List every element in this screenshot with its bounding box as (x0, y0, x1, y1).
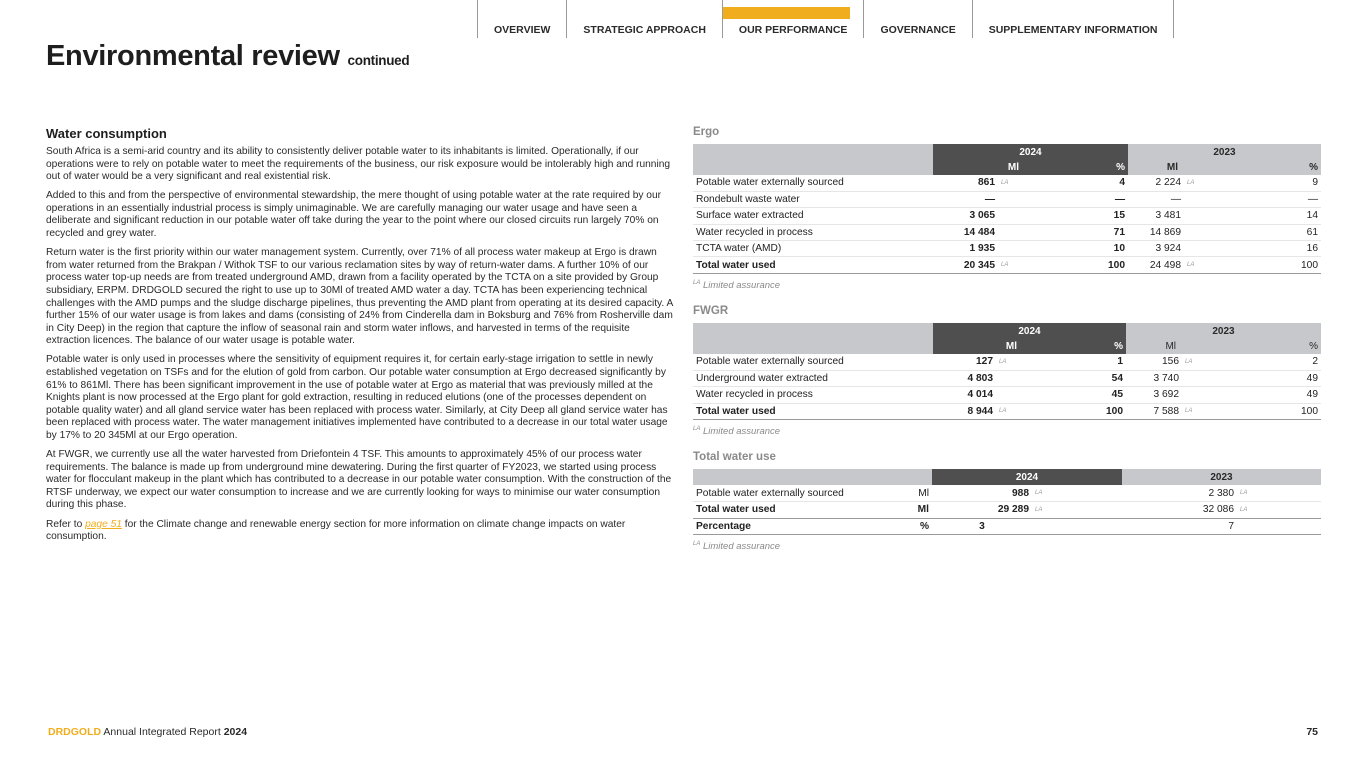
value-2023: — (1128, 191, 1184, 207)
page-title-text: Environmental review (46, 40, 340, 72)
table-subheader-row (693, 339, 1321, 354)
value-2023: 2 380 (1122, 485, 1237, 501)
la-mark: LA (693, 279, 701, 286)
total-row (693, 403, 1321, 419)
unit-header: Ml (933, 339, 1020, 354)
percent-2023: 16 (1208, 241, 1321, 257)
page-51-link[interactable]: page 51 (85, 518, 122, 530)
la-note-text: Limited assurance (702, 280, 781, 291)
percent-2023: 100 (1206, 403, 1321, 419)
row-label: Water recycled in process (693, 387, 933, 403)
row-label: Total water used (693, 502, 898, 518)
table-row (693, 518, 1321, 534)
value-2024: 14 484 (933, 224, 998, 240)
year-2023-header: 2023 (1122, 469, 1321, 485)
value-2023: 32 086 (1122, 502, 1237, 518)
nav-tab-label: STRATEGIC APPROACH (583, 24, 706, 36)
percent-2024: 10 (1022, 241, 1128, 257)
value-2023: 3 481 (1128, 208, 1184, 224)
table-row (693, 485, 1321, 501)
value-2023: 7 588 (1126, 403, 1182, 419)
value-2024: — (933, 191, 998, 207)
value-2024: 4 014 (933, 387, 996, 403)
percent-2023: 49 (1206, 387, 1321, 403)
la-mark: LA (1182, 403, 1206, 419)
paragraph-6 (46, 519, 676, 544)
row-label: Rondebult waste water (693, 191, 933, 207)
la-mark: LA (1182, 354, 1206, 370)
paragraph-4: Potable water is only used in processes where the sensitivity of equipment requires it, for certain early-stage irrigation to settle in newly established vegetation on TSFs and for the elution of gold from carbon. Our potable water consumption at Ergo decreased significantly by 61% to 861Ml. There has been significant improvement in the use of potable water at Ergo as material that was previously milled at the Knights plant is now processed at the Ergo plant for gold extraction, resulting in reduced elutions (one of the processes dependent on potable quality water) and all gland service water has been replaced with process water. Similarly, at City Deep all gland service water has been replaced with process water. The water management initiatives implemented have contributed to a decrease in our total water usage by 17% to 20 345Ml at our Ergo operation. (46, 354, 668, 441)
la-mark: LA (998, 175, 1022, 191)
footer-report-title (48, 726, 247, 738)
row-unit: % (898, 518, 932, 534)
limited-assurance-note (693, 280, 1321, 291)
la-mark: LA (1184, 175, 1208, 191)
la-mark: LA (998, 257, 1022, 273)
unit-header: Ml (933, 160, 1022, 175)
page-title (46, 40, 409, 73)
value-2023: 3 924 (1128, 241, 1184, 257)
ergo-title: Ergo (693, 126, 720, 138)
la-mark: LA (1184, 257, 1208, 273)
value-2023: 2 224 (1128, 175, 1184, 191)
la-note-text: Limited assurance (702, 541, 781, 553)
nav-tab-label: OVERVIEW (494, 24, 551, 36)
la-mark: LA (1237, 502, 1321, 518)
total-water-use-title: Total water use (693, 451, 776, 464)
row-label: Potable water externally sourced (693, 485, 898, 501)
value-2023: 7 (1122, 518, 1237, 534)
section-heading: Water consumption (46, 126, 167, 141)
row-label: Percentage (693, 518, 898, 534)
table-header-row (693, 469, 1321, 485)
la-mark: LA (693, 426, 701, 433)
percent-2024: 15 (1022, 208, 1128, 224)
active-tab-indicator (723, 7, 851, 19)
table-row (693, 387, 1321, 403)
page-number: 75 (1306, 726, 1318, 738)
value-2024: 29 289 (932, 502, 1032, 518)
table-row (693, 175, 1321, 191)
footer-year: 2024 (223, 726, 248, 738)
table-row (693, 241, 1321, 257)
page-title-suffix: continued (347, 53, 410, 68)
row-label: Potable water externally sourced (693, 354, 933, 370)
value-2024: 8 944 (933, 403, 996, 419)
percent-2023: 9 (1208, 175, 1321, 191)
footer-brand: DRDGOLD (48, 726, 102, 738)
total-water-use-table (693, 469, 1321, 535)
value-2023: 3 692 (1126, 387, 1182, 403)
total-row (693, 257, 1321, 273)
table-header-row (693, 144, 1321, 160)
nav-tab-governance[interactable] (863, 0, 971, 38)
row-label: Water recycled in process (693, 224, 933, 240)
row-label: Surface water extracted (693, 208, 933, 224)
nav-tab-overview[interactable] (477, 0, 566, 38)
la-mark: LA (1032, 502, 1122, 518)
percent-2024: 1 (1020, 354, 1126, 370)
la-mark: LA (1032, 485, 1122, 501)
table-subheader-row (693, 160, 1321, 175)
la-mark: LA (693, 540, 701, 547)
unit-header: Ml (1128, 160, 1208, 175)
table-row (693, 224, 1321, 240)
paragraph-6-start: Refer to (46, 518, 86, 530)
value-2024: 127 (933, 354, 996, 370)
row-unit: Ml (898, 485, 932, 501)
percent-2024: 54 (1020, 370, 1126, 386)
unit-header: Ml (1126, 339, 1206, 354)
nav-tab-label: GOVERNANCE (880, 24, 956, 36)
value-2023: 3 740 (1126, 370, 1182, 386)
total-row (693, 502, 1321, 518)
paragraph-1: South Africa is a semi-arid country and its ability to consistently deliver potable water to its inhabitants is limited. Operationally, if our operations were to rely on potable water to meet the requirements of the business, our risk exposure would be intolerably high and running out of water would be a very significant and real existential risk. (46, 146, 671, 183)
year-2023-header: 2023 (1128, 144, 1321, 160)
percent-header: % (1022, 160, 1128, 175)
paragraph-3: Return water is the first priority within our water management system. Currently, over 71% of all process water makeup at Ergo is drawn from water returned from the Brakpan / Withok TSF to our various reclamation sites by way of return-water dams. A further 10% of our process water top-up needs are from treated underground AMD, drawn from a facility operated by the TCTA on a site provided by Group subsidiary, ERPM. DRDGOLD secured the right to use up to 30Ml of treated AMD water a day. TCTA has been experiencing technical challenges with the AMD pumps and the sludge discharge pipelines, thus preventing the AMD plant from operating at its desired capacity. A further 15% of our water usage is from lakes and dams (consisting of 24% from Cinderella dam in Boksburg and 76% from Rosherville dam in City Deep) in the region that capture the inflow of seasonal rain and storm water inflows, and harvested in terms of the requisite extraction licences. The balance of our water usage is potable water. (46, 247, 673, 347)
percent-header: % (1208, 160, 1321, 175)
paragraph-6-end: for the Climate change and renewable energy section for more information on climate change impacts on water consumption. (46, 518, 626, 543)
la-mark: LA (1237, 485, 1321, 501)
value-2024: 3 065 (933, 208, 998, 224)
nav-tab-strategic-approach[interactable] (566, 0, 722, 38)
water-tables (693, 126, 1321, 566)
footer-text: Annual Integrated Report (101, 726, 224, 738)
value-2024: 861 (933, 175, 998, 191)
percent-2024: 45 (1020, 387, 1126, 403)
la-note-text: Limited assurance (702, 426, 781, 438)
nav-tab-label: OUR PERFORMANCE (738, 24, 848, 36)
value-2024: 1 935 (933, 241, 998, 257)
nav-tab-label: SUPPLEMENTARY INFORMATION (988, 24, 1158, 36)
limited-assurance-note (693, 426, 1321, 437)
row-label: Potable water externally sourced (693, 175, 933, 191)
water-consumption-section (46, 126, 676, 550)
value-2024: 988 (932, 485, 1032, 501)
percent-2023: 2 (1206, 354, 1321, 370)
percent-2023: 61 (1208, 224, 1321, 240)
paragraph-5: At FWGR, we currently use all the water harvested from Driefontein 4 TSF. This amounts to approximately 45% of our process water requirements. The balance is made up from underground mine dewatering. During the first quarter of FY2023, we started using process water for flocculant makeup in the plant which has contributed to a decrease in our potable water consumption. With the construction of the RTSF underway, we expect our water consumption to increase and we are currently looking for ways to minimise our water consumption during this phase. (46, 449, 672, 511)
value-2023: 156 (1126, 354, 1182, 370)
paragraph-2: Added to this and from the perspective of environmental stewardship, the mere thought of using potable water at the rate required by our operations in an essentially industrial process is simply unimaginable. We are carefully managing our water usage and have seen a deliberate and significant reduction in our potable water off take during the year to the point where our closed circuits run largely 70% on recycled and grey water. (46, 190, 662, 240)
row-label: Total water used (693, 257, 933, 273)
year-2024-header: 2024 (933, 323, 1126, 339)
fwgr-table (693, 323, 1321, 420)
year-2023-header: 2023 (1126, 323, 1321, 339)
value-2024: 4 803 (933, 370, 996, 386)
table-header-row (693, 323, 1321, 339)
percent-2023: 14 (1208, 208, 1321, 224)
ergo-table (693, 144, 1321, 274)
row-unit: Ml (898, 502, 932, 518)
percent-2023: 49 (1206, 370, 1321, 386)
top-navigation (477, 0, 1174, 38)
year-2024-header: 2024 (932, 469, 1122, 485)
value-2024: 3 (932, 518, 1032, 534)
nav-tab-our-performance[interactable] (722, 0, 864, 38)
percent-2024: — (1022, 191, 1128, 207)
percent-2024: 100 (1020, 403, 1126, 419)
table-row (693, 191, 1321, 207)
limited-assurance-note (693, 541, 1321, 552)
percent-2024: 71 (1022, 224, 1128, 240)
la-mark: LA (996, 354, 1020, 370)
percent-header: % (1020, 339, 1126, 354)
percent-2024: 100 (1022, 257, 1128, 273)
table-row (693, 354, 1321, 370)
value-2023: 24 498 (1128, 257, 1184, 273)
percent-2023: — (1208, 191, 1321, 207)
value-2024: 20 345 (933, 257, 998, 273)
year-2024-header: 2024 (933, 144, 1128, 160)
fwgr-title: FWGR (693, 305, 729, 317)
row-label: Underground water extracted (693, 370, 933, 386)
row-label: TCTA water (AMD) (693, 241, 933, 257)
row-label: Total water used (693, 403, 933, 419)
percent-header: % (1206, 339, 1321, 354)
table-row (693, 370, 1321, 386)
percent-2023: 100 (1208, 257, 1321, 273)
la-mark: LA (996, 403, 1020, 419)
nav-tab-supplementary-information[interactable] (972, 0, 1175, 38)
table-row (693, 208, 1321, 224)
value-2023: 14 869 (1128, 224, 1184, 240)
percent-2024: 4 (1022, 175, 1128, 191)
